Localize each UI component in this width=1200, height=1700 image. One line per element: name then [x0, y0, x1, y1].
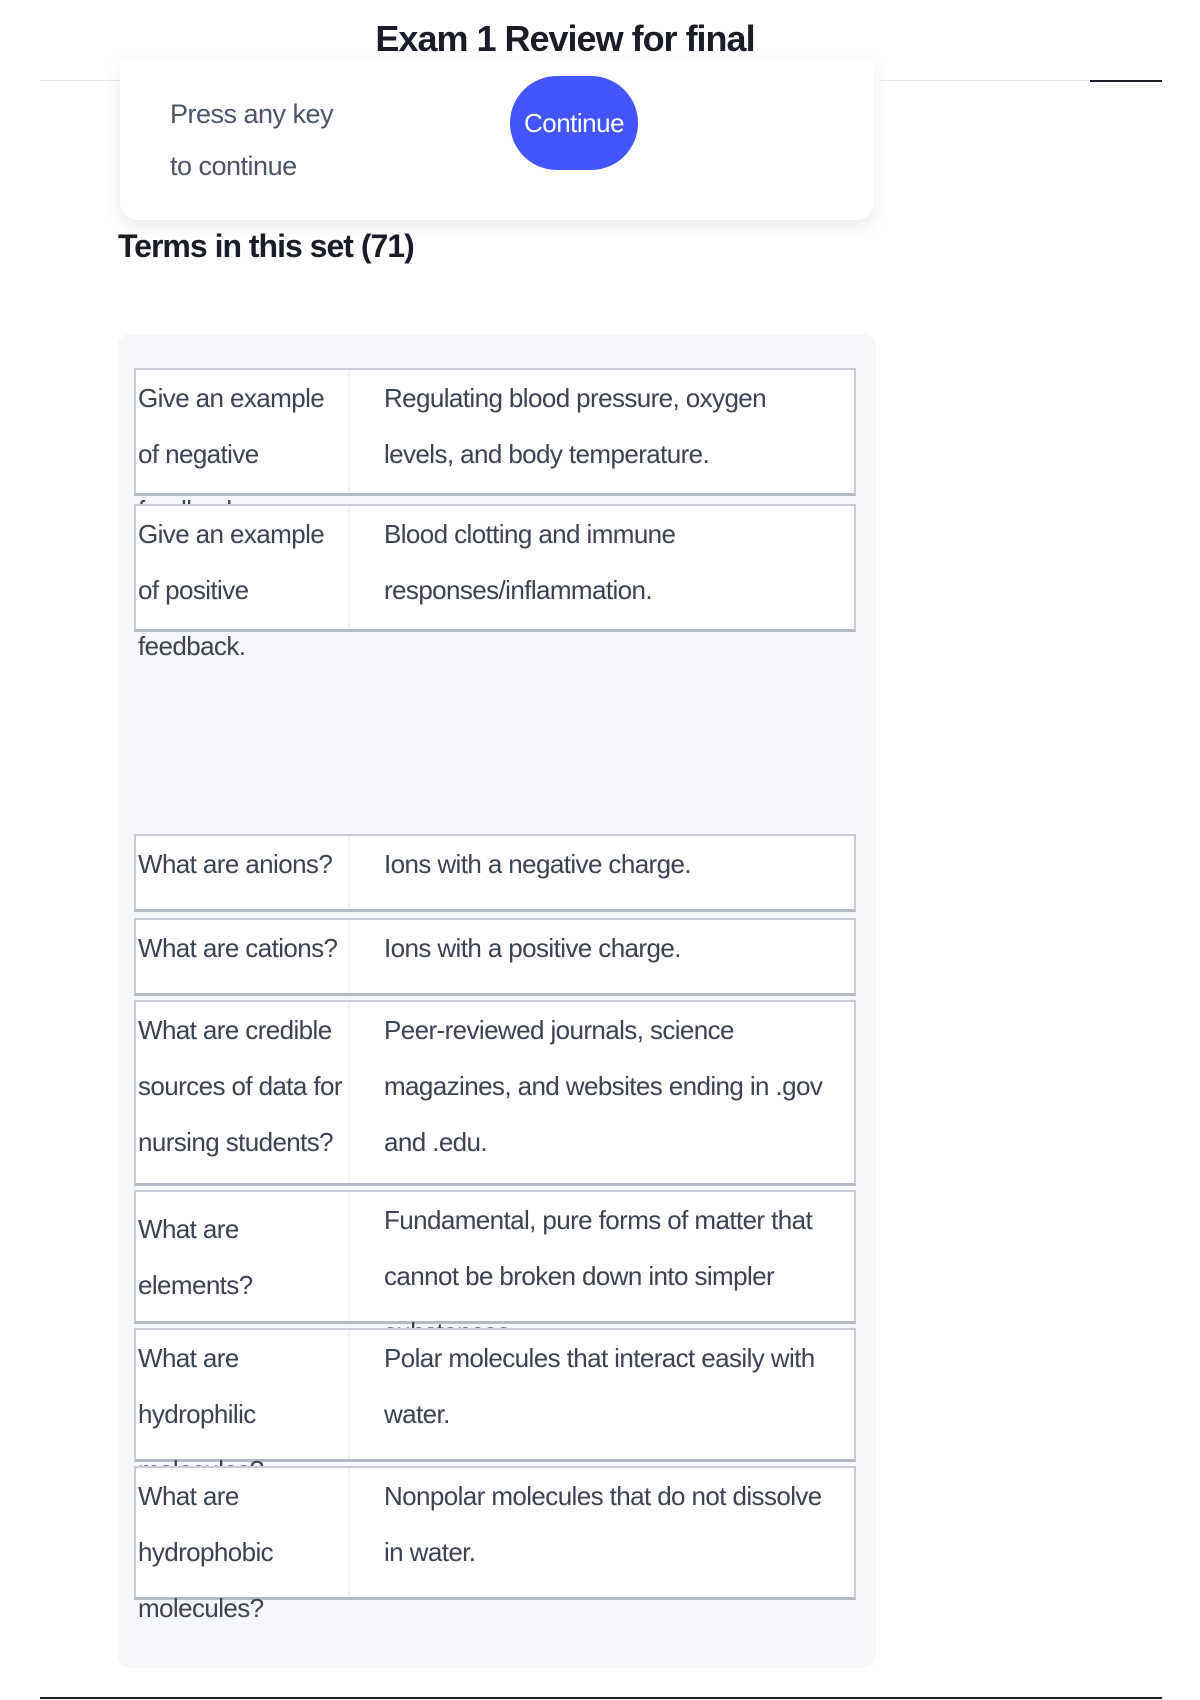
- term-card[interactable]: [134, 918, 856, 996]
- term-word: What are credible sources of data for nursing students?: [136, 1002, 350, 1183]
- term-card[interactable]: [134, 1328, 856, 1462]
- term-word: What are cations?: [136, 920, 350, 993]
- term-card[interactable]: [134, 504, 856, 661]
- term-word: Give an example of negative: [136, 370, 350, 493]
- term-word: What are hydrophilic: [136, 1330, 350, 1459]
- term-definition: Peer-reviewed journals, science magazines, and websites ending in .gov and .edu.: [384, 1015, 823, 1157]
- term-word: What are anions?: [136, 836, 350, 909]
- term-card[interactable]: [134, 368, 856, 496]
- term-card[interactable]: [134, 1000, 856, 1186]
- continue-prompt-text: Press any key to continue: [170, 99, 334, 181]
- page-title: Exam 1 Review for final: [375, 18, 755, 59]
- header-divider-left: [40, 80, 120, 81]
- term-word: What are elements?: [136, 1192, 350, 1321]
- term-definition: Nonpolar molecules that do not dissolve in water.: [384, 1481, 822, 1567]
- continue-button[interactable]: Continue: [510, 76, 638, 170]
- bottom-divider: [40, 1697, 1162, 1699]
- term-word: Give an example of positive feedback.: [136, 506, 350, 629]
- terms-list-panel: [118, 334, 876, 1668]
- continue-prompt-card: [120, 60, 874, 220]
- term-card[interactable]: [134, 1466, 856, 1623]
- terms-section-heading: Terms in this set (71): [118, 228, 414, 264]
- term-definition: Blood clotting and immune responses/inflammation.: [384, 519, 676, 605]
- term-card[interactable]: [134, 1190, 856, 1324]
- term-definition: Ions with a positive charge.: [384, 933, 681, 963]
- term-definition: Ions with a negative charge.: [384, 849, 691, 879]
- term-definition: Polar molecules that interact easily with water.: [384, 1343, 815, 1429]
- term-definition: Fundamental, pure forms of matter that cannot be broken down into simpler: [384, 1205, 813, 1291]
- term-definition: Regulating blood pressure, oxygen levels, and body temperature.: [384, 383, 767, 469]
- term-card[interactable]: [134, 834, 856, 912]
- header-divider-right: [880, 80, 1090, 81]
- header-divider-accent: [1090, 80, 1162, 82]
- term-word: What are hydrophobic molecules?: [136, 1468, 350, 1597]
